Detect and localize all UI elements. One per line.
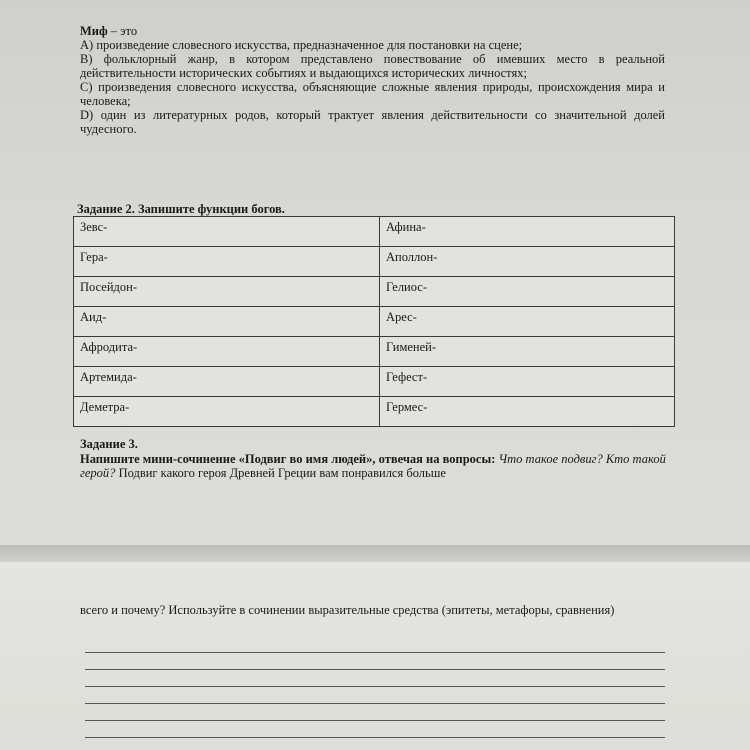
table-cell[interactable]: Посейдон-: [74, 277, 380, 307]
task-3: [80, 437, 670, 481]
answer-line[interactable]: [85, 652, 665, 653]
answer-line[interactable]: [85, 720, 665, 721]
option-b: В) фольклорный жанр, в котором представлено повествование об имевших место в реальной действительности исторических событиях и выдающихся исторических личностях;: [80, 52, 665, 80]
table-row: [74, 337, 675, 367]
table-cell[interactable]: Аполлон-: [380, 247, 675, 277]
option-d: D) один из литературных родов, который трактует явления действительности со значительной долей чудесного.: [80, 108, 665, 136]
table-cell[interactable]: Зевс-: [74, 217, 380, 247]
task-3-bold: Напишите мини-сочинение «Подвиг во имя людей», отвечая на вопросы:: [80, 451, 496, 466]
table-row: [74, 277, 675, 307]
answer-line[interactable]: [85, 737, 665, 738]
option-c: С) произведения словесного искусства, объясняющие сложные явления природы, происхождения мира и человека;: [80, 80, 665, 108]
task-2-title: Задание 2. Запишите функции богов.: [77, 202, 285, 216]
answer-line[interactable]: [85, 669, 665, 670]
table-cell[interactable]: Арес-: [380, 307, 675, 337]
table-cell[interactable]: Гефест-: [380, 367, 675, 397]
task-3-italic: Что такое подвиг? Кто такой герой?: [80, 451, 666, 480]
task-3-plain: Подвиг какого героя Древней Греции вам понравился больше: [115, 466, 446, 480]
task-3-title: Задание 3.: [80, 437, 138, 451]
task-3-prompt: [80, 452, 670, 481]
table-cell[interactable]: Артемида-: [74, 367, 380, 397]
table-cell[interactable]: Гера-: [74, 247, 380, 277]
myth-term: Миф: [80, 24, 108, 38]
table-cell[interactable]: Гелиос-: [380, 277, 675, 307]
table-cell[interactable]: Афродита-: [74, 337, 380, 367]
myth-term-suffix: – это: [107, 24, 138, 38]
table-row: [74, 367, 675, 397]
option-a: А) произведение словесного искусства, предназначенное для постановки на сцене;: [80, 38, 523, 52]
table-row: [74, 397, 675, 427]
table-cell[interactable]: Гермес-: [380, 397, 675, 427]
table-cell[interactable]: Деметра-: [74, 397, 380, 427]
table-cell[interactable]: Гименей-: [380, 337, 675, 367]
task-3-continuation: всего и почему? Используйте в сочинении выразительные средства (эпитеты, метафоры, сравнения): [80, 603, 615, 617]
table-cell[interactable]: Афина-: [380, 217, 675, 247]
answer-line[interactable]: [85, 686, 665, 687]
worksheet-page-bottom: [0, 562, 750, 750]
table-row: [74, 247, 675, 277]
table-row: [74, 307, 675, 337]
table-row: [74, 217, 675, 247]
answer-line[interactable]: [85, 703, 665, 704]
gods-table: [73, 216, 675, 427]
question-1: [80, 24, 665, 136]
table-cell[interactable]: Аид-: [74, 307, 380, 337]
page-break: [0, 545, 750, 562]
